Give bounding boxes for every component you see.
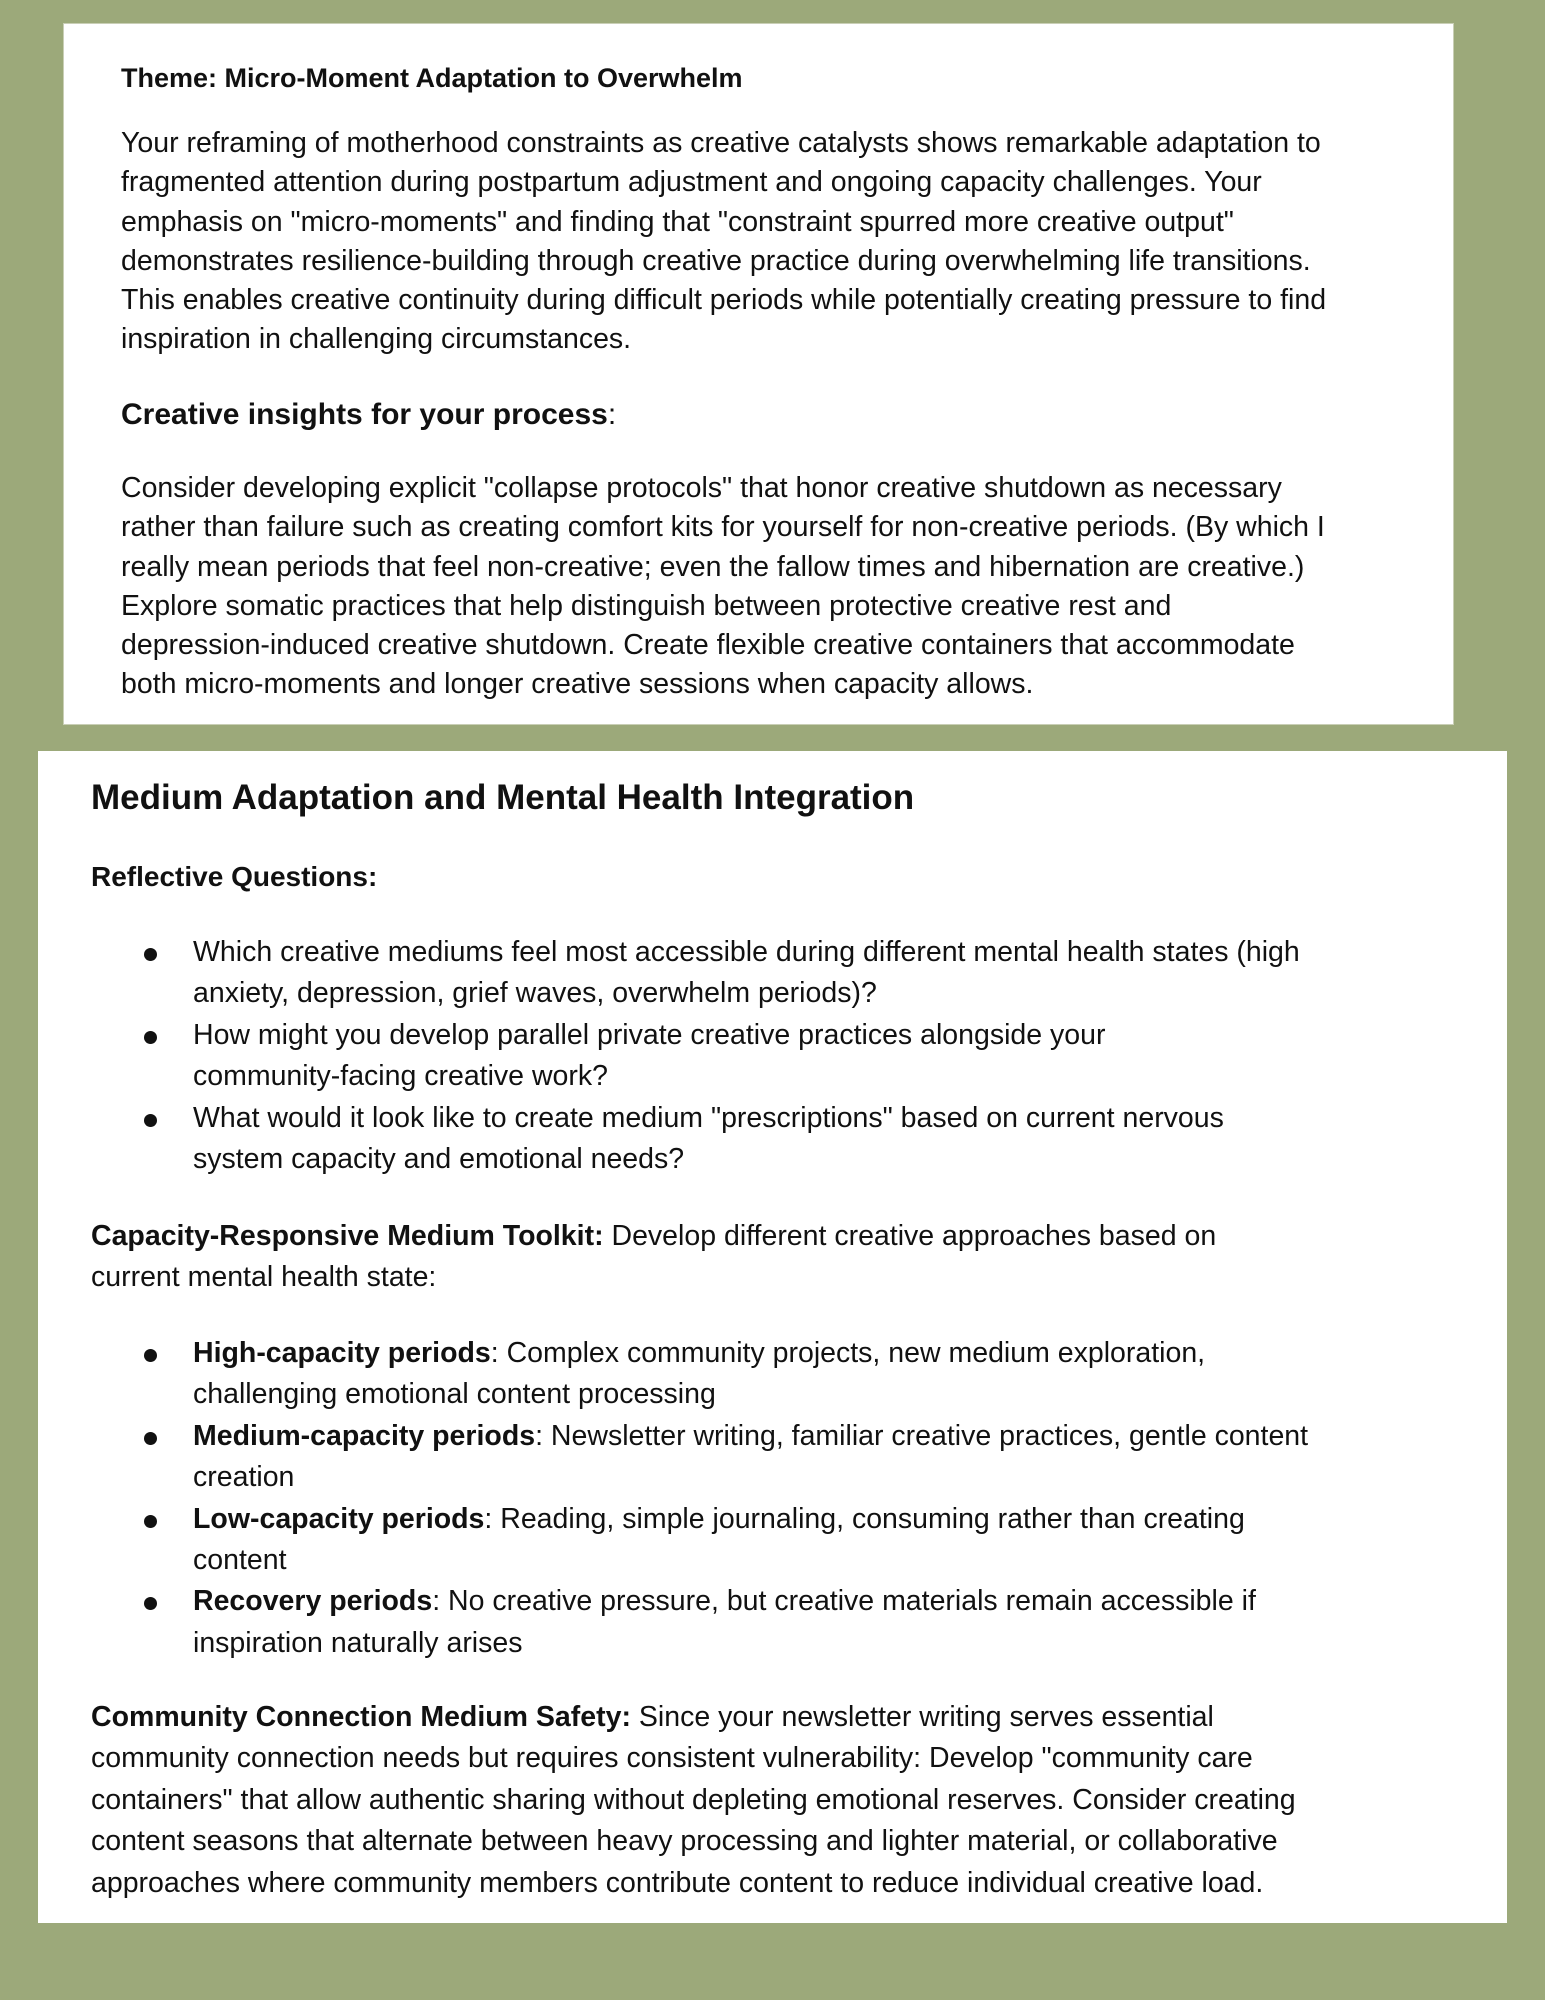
text-line: current mental health state:: [91, 1261, 437, 1294]
list-item: [38, 1015, 1300, 1098]
bullet-icon: [144, 1515, 157, 1528]
text-line: How might you develop parallel private creative practices alongside your: [193, 1018, 1106, 1051]
text-line: [91, 1697, 1296, 1738]
list-item: [38, 1098, 1300, 1181]
text-line: really mean periods that feel non-creative; even the fallow times and hibernation are creative.): [121, 550, 1305, 583]
item-text: : Complex community projects, new medium exploration,: [490, 1337, 1206, 1369]
text-line: Explore somatic practices that help distinguish between protective creative rest and: [121, 589, 1172, 622]
text-line: community connection needs but requires consistent vulnerability: Develop "community care: [91, 1742, 1253, 1775]
text-line: [193, 1581, 1308, 1622]
item-text: : No creative pressure, but creative materials remain accessible if: [432, 1585, 1256, 1618]
text-line: containers" that allow authentic sharing without depleting emotional reserves. Consider creating: [91, 1783, 1296, 1816]
insights-paragraph: [121, 469, 1325, 705]
list-item: [38, 1333, 1308, 1416]
item-text: : Newsletter writing, familiar creative practices, gentle content: [535, 1419, 1309, 1452]
community-safety-label: Community Connection Medium Safety:: [91, 1701, 631, 1733]
text-line: creation: [193, 1461, 295, 1494]
item-text: : Reading, simple journaling, consuming rather than creating: [484, 1502, 1245, 1535]
text-line: community-facing creative work?: [193, 1060, 608, 1093]
text-line: depression-induced creative shutdown. Create flexible creative containers that accommodate: [121, 629, 1295, 662]
toolkit-text: Develop different creative approaches based on: [603, 1220, 1217, 1252]
list-item: [38, 1416, 1308, 1499]
reflective-questions-list: [38, 932, 1300, 1180]
text-line: inspiration naturally arises: [193, 1626, 523, 1659]
medium-adaptation-card: [38, 751, 1507, 1923]
community-safety-paragraph: [91, 1697, 1296, 1904]
list-item: [38, 1499, 1308, 1582]
text-line: inspiration in challenging circumstances.: [121, 323, 632, 356]
text-line: [193, 1333, 1308, 1374]
text-line: demonstrates resilience-building through creative practice during overwhelming life transitions.: [121, 244, 1311, 277]
theme-paragraph: [121, 124, 1326, 360]
toolkit-list: [38, 1333, 1308, 1664]
text-line: Which creative mediums feel most accessible during different mental health states (high: [193, 936, 1300, 968]
insights-heading-text: Creative insights for your process: [121, 398, 608, 431]
text-line: This enables creative continuity during difficult periods while potentially creating pressure to find: [121, 284, 1327, 317]
bullet-icon: [144, 948, 157, 961]
text-line: Your reframing of motherhood constraints as creative catalysts shows remarkable adaptation to: [121, 127, 1321, 159]
text-line: both micro-moments and longer creative sessions when capacity allows.: [121, 668, 1034, 701]
insights-heading: [121, 395, 616, 435]
text-line: content: [193, 1544, 287, 1577]
bullet-icon: [144, 1432, 157, 1445]
toolkit-intro: [91, 1216, 1216, 1299]
text-line: emphasis on "micro-moments" and finding that "constraint spurred more creative output": [121, 205, 1234, 238]
text-line: anxiety, depression, grief waves, overwhelm periods)?: [193, 977, 877, 1010]
text-line: fragmented attention during postpartum adjustment and ongoing capacity challenges. Your: [121, 166, 1262, 199]
text-line: [91, 1216, 1216, 1257]
theme-card: [63, 23, 1454, 725]
text-line: content seasons that alternate between heavy processing and lighter material, or collaborative: [91, 1825, 1278, 1858]
section-title: Medium Adaptation and Mental Health Integration: [91, 778, 915, 817]
text-line: What would it look like to create medium "prescriptions" based on current nervous: [193, 1101, 1224, 1134]
text-line: [193, 1499, 1308, 1540]
bullet-icon: [144, 1349, 157, 1362]
text-line: approaches where community members contribute content to reduce individual creative load.: [91, 1866, 1264, 1899]
theme-title: Theme: Micro-Moment Adaptation to Overwhelm: [121, 63, 743, 93]
item-label: Low-capacity periods: [193, 1502, 485, 1535]
bullet-icon: [144, 1597, 157, 1610]
list-item: [38, 932, 1300, 1015]
text-line: Consider developing explicit "collapse protocols" that honor creative shutdown as necessary: [121, 472, 1282, 504]
item-label: High-capacity periods: [193, 1337, 491, 1369]
bullet-icon: [144, 1031, 157, 1044]
item-label: Medium-capacity periods: [193, 1419, 536, 1452]
insights-heading-colon: :: [607, 398, 617, 431]
toolkit-label: Capacity-Responsive Medium Toolkit:: [91, 1220, 604, 1252]
text-line: rather than failure such as creating comfort kits for yourself for non-creative periods. (By which I: [121, 511, 1325, 544]
text-line: system capacity and emotional needs?: [193, 1143, 685, 1176]
bullet-icon: [144, 1114, 157, 1127]
reflective-questions-heading: Reflective Questions:: [91, 861, 378, 892]
text-line: challenging emotional content processing: [193, 1378, 716, 1411]
community-safety-text: Since your newsletter writing serves essential: [630, 1701, 1214, 1733]
item-label: Recovery periods: [193, 1585, 433, 1618]
text-line: [193, 1416, 1308, 1457]
list-item: [38, 1581, 1308, 1664]
